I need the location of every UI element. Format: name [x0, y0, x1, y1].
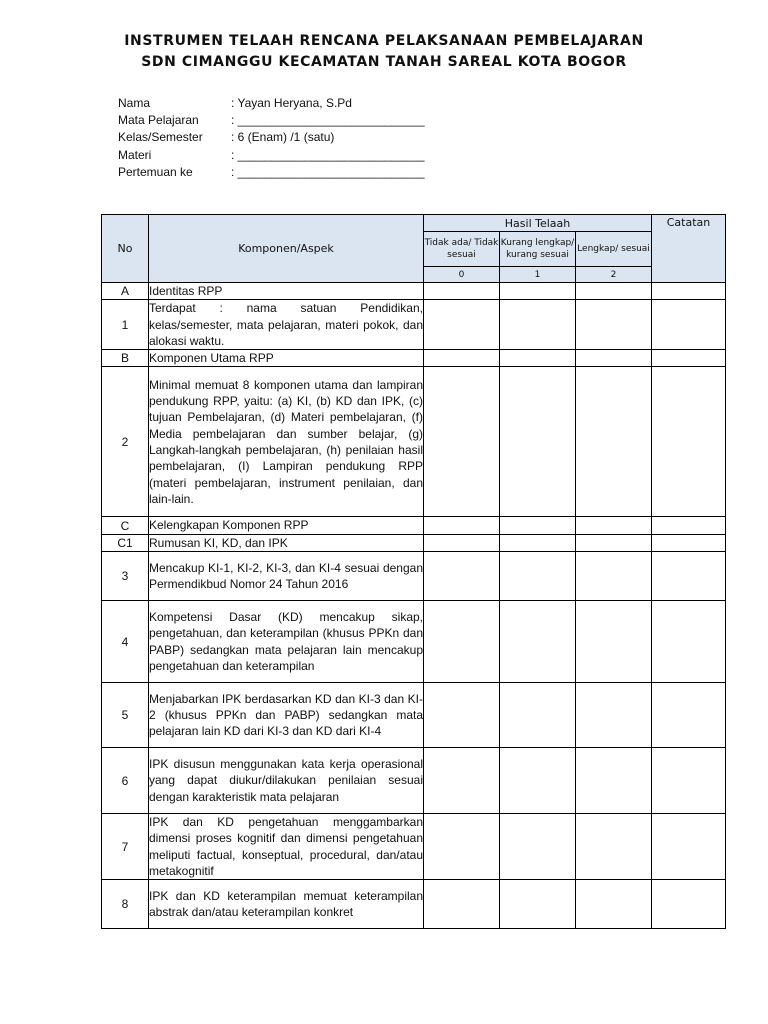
school-name: SDN CIMANGGU KECAMATAN TANAH SAREAL KOTA BOGOR [141, 54, 627, 70]
row-no: 6 [102, 748, 149, 814]
row-aspek: Komponen Utama RPP [149, 350, 424, 367]
header-lengkap-sesuai: Lengkap/ sesuai [576, 232, 652, 267]
info-value: : ____________________________ [231, 147, 425, 162]
cell-score-1[interactable] [500, 748, 576, 814]
row-aspek: Minimal memuat 8 komponen utama dan lampiran pendukung RPP, yaitu: (a) KI, (b) KD dan IPK, (c) tujuan Pembelajaran, (d) Materi pembelajaran, (f) Media pembelajaran dan sumber belajar, (g) Langkah-langkah pembelajaran, (h) penilaian hasil pembelajaran, (I) Lampiran pendukung RPP (materi pembelajaran, instrument penilaian, dan lain-lain. [149, 367, 424, 517]
row-aspek: Mencakup KI-1, KI-2, KI-3, dan KI-4 sesuai dengan Permendikbud Nomor 24 Tahun 2016 [149, 552, 424, 601]
cell-score-2[interactable] [576, 748, 652, 814]
cell-score-0[interactable] [424, 300, 500, 350]
info-row-materi [118, 147, 425, 164]
cell-score-2[interactable] [576, 300, 652, 350]
row-no: B [102, 350, 149, 367]
row-aspek: Rumusan KI, KD, dan IPK [149, 534, 424, 551]
table-row [102, 300, 726, 350]
cell-score-1[interactable] [500, 517, 576, 534]
cell-score-2[interactable] [576, 517, 652, 534]
row-aspek: IPK disusun menggunakan kata kerja operasional yang dapat diukur/dilakukan penilaian sesuai dengan karakteristik mata pelajaran [149, 748, 424, 814]
row-aspek: Kelengkapan Komponen RPP [149, 517, 424, 534]
table-row [102, 534, 726, 551]
cell-catatan[interactable] [652, 748, 726, 814]
table-row [102, 367, 726, 517]
cell-catatan[interactable] [652, 814, 726, 880]
cell-catatan[interactable] [652, 683, 726, 748]
info-label: Pertemuan ke [118, 164, 193, 179]
row-aspek: Terdapat : nama satuan Pendidikan, kelas/semester, mata pelajaran, materi pokok, dan alokasi waktu. [149, 301, 423, 348]
cell-score-1[interactable] [500, 367, 576, 517]
cell-score-1[interactable] [500, 552, 576, 601]
info-label: Materi [118, 147, 152, 162]
info-value: : 6 (Enam) /1 (satu) [231, 130, 335, 145]
cell-score-0[interactable] [424, 880, 500, 929]
row-aspek: Menjabarkan IPK berdasarkan KD dan KI-3 dan KI-2 (khusus PPKn dan PABP) sedangkan mata pelajaran lain KD dari KI-3 dan KD dari KI-4 [149, 683, 424, 748]
cell-score-2[interactable] [576, 814, 652, 880]
cell-score-0[interactable] [424, 283, 500, 300]
cell-catatan[interactable] [652, 350, 726, 367]
row-no: A [102, 283, 149, 300]
row-aspek: Identitas RPP [149, 283, 424, 300]
row-aspek: Kompetensi Dasar (KD) mencakup sikap, pengetahuan, dan keterampilan (khusus PPKn dan PABP) sedangkan mata pelajaran lain mencakup pengetahuan dan keterampilan [149, 601, 424, 683]
cell-catatan[interactable] [652, 367, 726, 517]
row-no: 4 [102, 601, 149, 683]
info-row-nama [118, 95, 425, 112]
info-label: Kelas/Semester [118, 130, 203, 145]
cell-score-0[interactable] [424, 552, 500, 601]
cell-score-1[interactable] [500, 683, 576, 748]
header-kurang-sesuai: Kurang lengkap/ kurang sesuai [500, 232, 576, 267]
info-row-kelas-semester [118, 129, 425, 146]
info-label: Nama [118, 96, 151, 110]
cell-score-1[interactable] [500, 814, 576, 880]
info-row-pertemuan [118, 164, 425, 181]
cell-catatan[interactable] [652, 880, 726, 929]
cell-score-2[interactable] [576, 367, 652, 517]
cell-score-0[interactable] [424, 517, 500, 534]
header-aspek: Komponen/Aspek [149, 215, 424, 283]
cell-catatan[interactable] [652, 601, 726, 683]
info-value: : Yayan Heryana, S.Pd [231, 96, 352, 110]
row-no: 3 [102, 552, 149, 601]
cell-catatan[interactable] [652, 517, 726, 534]
row-aspek: IPK dan KD pengetahuan menggambarkan dimensi proses kognitif dan dimensi pengetahuan meliputi factual, konseptual, procedural, dan/atau metakognitif [149, 815, 423, 878]
row-no: 1 [102, 300, 149, 350]
cell-catatan[interactable] [652, 300, 726, 350]
row-no: C1 [102, 534, 149, 551]
table-row [102, 517, 726, 534]
row-no: 5 [102, 683, 149, 748]
cell-score-0[interactable] [424, 601, 500, 683]
score-0: 0 [424, 267, 500, 283]
row-no: 8 [102, 880, 149, 929]
cell-score-0[interactable] [424, 748, 500, 814]
cell-score-0[interactable] [424, 367, 500, 517]
cell-score-0[interactable] [424, 350, 500, 367]
cell-score-1[interactable] [500, 300, 576, 350]
row-aspek: IPK dan KD keterampilan memuat keterampilan abstrak dan/atau keterampilan konkret [149, 880, 424, 929]
cell-score-2[interactable] [576, 283, 652, 300]
header-hasil-telaah: Hasil Telaah [424, 215, 652, 232]
cell-score-1[interactable] [500, 283, 576, 300]
cell-score-2[interactable] [576, 601, 652, 683]
table-row [102, 814, 726, 880]
table-row [102, 552, 726, 601]
cell-score-2[interactable] [576, 534, 652, 551]
table-row [102, 283, 726, 300]
identity-block [118, 95, 425, 181]
cell-score-2[interactable] [576, 880, 652, 929]
cell-catatan[interactable] [652, 283, 726, 300]
row-no: 2 [102, 367, 149, 517]
review-table [101, 214, 726, 929]
row-no: C [102, 517, 149, 534]
cell-score-1[interactable] [500, 601, 576, 683]
cell-score-2[interactable] [576, 350, 652, 367]
cell-score-1[interactable] [500, 880, 576, 929]
cell-score-2[interactable] [576, 552, 652, 601]
table-row [102, 748, 726, 814]
table-row [102, 880, 726, 929]
row-no: 7 [102, 814, 149, 880]
cell-score-0[interactable] [424, 683, 500, 748]
info-label: Mata Pelajaran [118, 113, 199, 128]
cell-score-1[interactable] [500, 534, 576, 551]
header-tidak-sesuai: Tidak ada/ Tidak sesuai [424, 232, 500, 267]
document-title: INSTRUMEN TELAAH RENCANA PELAKSANAAN PEMBELAJARAN [124, 33, 644, 49]
info-value: : ____________________________ [231, 113, 425, 128]
header-no: No [102, 215, 149, 283]
table-row [102, 350, 726, 367]
cell-score-2[interactable] [576, 683, 652, 748]
info-value: : ____________________________ [231, 164, 425, 179]
cell-score-0[interactable] [424, 534, 500, 551]
score-1: 1 [500, 267, 576, 283]
score-2: 2 [576, 267, 652, 283]
cell-score-1[interactable] [500, 350, 576, 367]
info-row-mata-pelajaran [118, 112, 425, 129]
table-row [102, 601, 726, 683]
cell-catatan[interactable] [652, 534, 726, 551]
cell-score-0[interactable] [424, 814, 500, 880]
header-catatan: Catatan [652, 215, 726, 283]
cell-catatan[interactable] [652, 552, 726, 601]
table-row [102, 683, 726, 748]
